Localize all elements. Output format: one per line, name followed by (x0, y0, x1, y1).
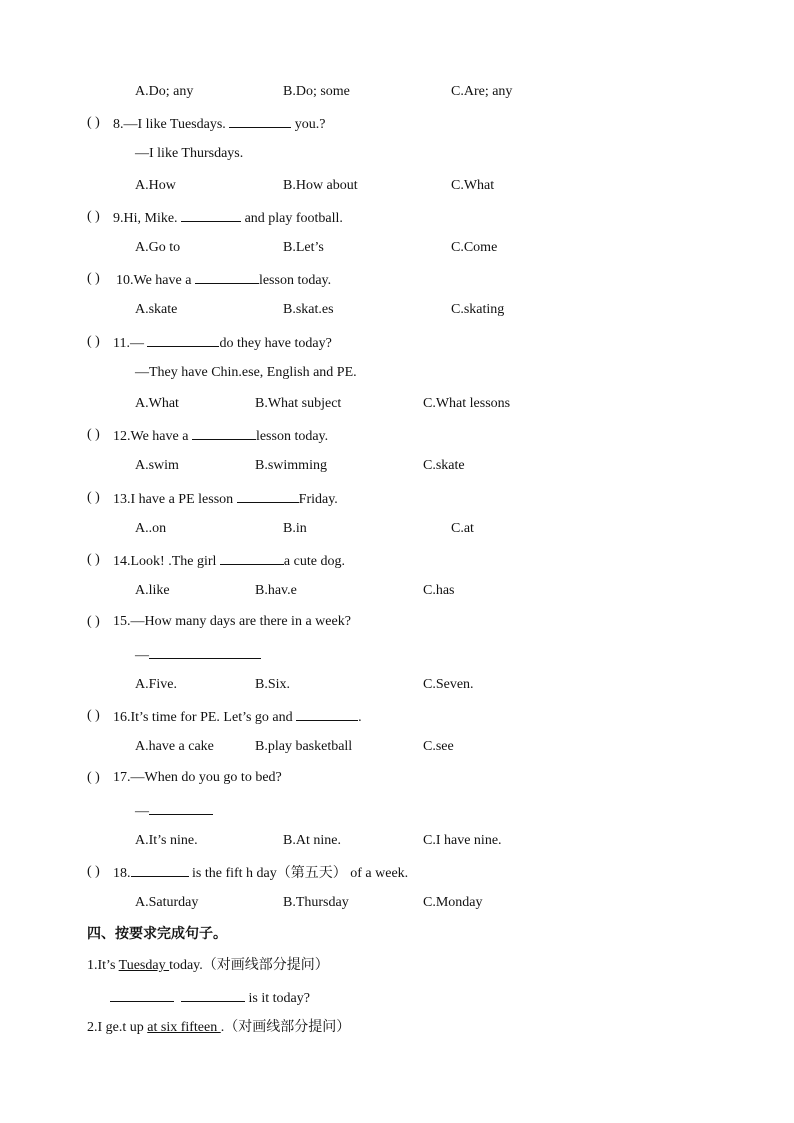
question-number: 11. (113, 336, 130, 351)
question-post: . (358, 710, 362, 725)
answer-paren[interactable]: ( ) (87, 271, 100, 286)
q18-option-c[interactable]: C.Monday (423, 895, 483, 910)
question-pre: Look! .The girl (130, 554, 220, 569)
answer-line (110, 987, 310, 1009)
q17-option-c[interactable]: C.I have nine. (423, 833, 502, 848)
question-pre: I have a PE lesson (130, 492, 237, 507)
question-number: 16. (113, 710, 131, 725)
q11-option-c[interactable]: C.What lessons (423, 396, 511, 411)
answer-paren[interactable]: ( ) (87, 490, 100, 505)
question-number: 17. (113, 770, 131, 785)
answer-paren[interactable]: ( ) (87, 614, 100, 629)
question-number: 12. (113, 429, 131, 444)
answer-blank[interactable] (110, 987, 174, 1002)
q17-option-b[interactable]: B.At nine. (283, 833, 341, 848)
question-text (113, 706, 362, 728)
sentence-pre: 1.It’s (87, 958, 119, 973)
question-body: —When do you go to bed? (130, 770, 282, 785)
q18-option-b[interactable]: B.Thursday (283, 895, 349, 910)
q8-option-b[interactable]: B.How about (283, 178, 358, 193)
question-number: 10. (116, 273, 134, 288)
q18-option-a[interactable]: A.Saturday (135, 895, 199, 910)
question-body: —How many days are there in a week? (130, 614, 351, 629)
answer-blank[interactable] (131, 862, 189, 877)
question-post: lesson today. (255, 429, 329, 444)
question-post: is the fift h day（第五天） of a week. (188, 866, 409, 881)
question-post: lesson today. (258, 273, 332, 288)
q13-option-b[interactable]: B.in (283, 521, 307, 536)
q15-option-b[interactable]: B.Six. (255, 677, 291, 692)
answer-paren[interactable]: ( ) (87, 708, 100, 723)
answer-blank[interactable] (149, 800, 213, 815)
q7-option-c[interactable]: C.Are; any (451, 84, 513, 99)
q16-option-c[interactable]: C.see (423, 739, 454, 754)
question-text (113, 488, 338, 510)
q15-option-c[interactable]: C.Seven. (423, 677, 474, 692)
sentence-pre: 2.I ge.t up (87, 1020, 148, 1035)
answer-blank[interactable] (192, 425, 256, 440)
sentence-tail: is it today? (245, 991, 310, 1006)
question-number: 15. (113, 614, 131, 629)
answer-paren[interactable]: ( ) (87, 209, 100, 224)
question-number: 13. (113, 492, 131, 507)
question-pre: We have a (130, 429, 192, 444)
q10-option-b[interactable]: B.skat.es (283, 302, 334, 317)
question-pre: We have a (133, 273, 195, 288)
q9-option-a[interactable]: A.Go to (135, 240, 181, 255)
q8-option-c[interactable]: C.What (451, 178, 495, 193)
dash: — (135, 648, 149, 663)
question-text (113, 113, 326, 135)
answer-paren[interactable]: ( ) (87, 864, 100, 879)
question-text (116, 269, 331, 291)
sentence-text (87, 956, 329, 976)
sentence-text (87, 1018, 350, 1038)
question-text (113, 612, 351, 632)
answer-line (135, 800, 213, 822)
q8-option-a[interactable]: A.How (135, 178, 176, 193)
q15-option-a[interactable]: A.Five. (135, 677, 177, 692)
question-number: 18. (113, 866, 131, 881)
q16-option-a[interactable]: A.have a cake (135, 739, 214, 754)
q11-option-b[interactable]: B.What subject (255, 396, 342, 411)
section-title: 四、按要求完成句子。 (87, 926, 227, 942)
question-pre: —I like Tuesdays. (123, 117, 230, 132)
question-number: 9. (113, 211, 124, 226)
question-post: do they have today? (219, 336, 332, 351)
question-text (113, 862, 408, 884)
q11-option-a[interactable]: A.What (135, 396, 179, 411)
answer-paren[interactable]: ( ) (87, 334, 100, 349)
answer-blank[interactable] (147, 332, 219, 347)
dash: — (135, 804, 149, 819)
q16-option-b[interactable]: B.play basketball (255, 739, 353, 754)
answer-blank[interactable] (195, 269, 259, 284)
q9-option-b[interactable]: B.Let’s (283, 240, 324, 255)
sentence-post: .（对画线部分提问） (220, 1020, 351, 1035)
question-text (113, 332, 332, 354)
sentence-post: today.（对画线部分提问） (169, 958, 329, 973)
answer-blank[interactable] (181, 207, 241, 222)
answer-blank[interactable] (220, 550, 284, 565)
answer-blank[interactable] (296, 706, 358, 721)
question-pre: — (129, 336, 148, 351)
question-pre: It’s time for PE. Let’s go and (130, 710, 297, 725)
answer-paren[interactable]: ( ) (87, 115, 100, 130)
q10-option-c[interactable]: C.skating (451, 302, 505, 317)
q14-option-c[interactable]: C.has (423, 583, 455, 598)
q14-option-b[interactable]: B.hav.e (255, 583, 297, 598)
answer-paren[interactable]: ( ) (87, 427, 100, 442)
answer-line (135, 644, 261, 666)
q13-option-c[interactable]: C.at (451, 521, 474, 536)
q9-option-c[interactable]: C.Come (451, 240, 498, 255)
question-text (113, 207, 343, 229)
reply-text: —I like Thursdays. (135, 146, 244, 161)
answer-paren[interactable]: ( ) (87, 770, 100, 785)
answer-blank[interactable] (237, 488, 299, 503)
q10-option-a[interactable]: A.skate (135, 302, 178, 317)
question-number: 14. (113, 554, 131, 569)
answer-blank[interactable] (181, 987, 245, 1002)
q13-option-a[interactable]: A..on (135, 521, 167, 536)
underlined-phrase: at six fifteen (147, 1020, 221, 1035)
question-post: you.? (291, 117, 326, 132)
question-text (113, 550, 345, 572)
question-number: 8. (113, 117, 124, 132)
question-post: a cute dog. (283, 554, 345, 569)
q12-option-b[interactable]: B.swimming (255, 458, 327, 473)
question-text (113, 768, 282, 788)
question-post: Friday. (298, 492, 338, 507)
reply-text: —They have Chin.ese, English and PE. (135, 365, 357, 380)
question-pre: Hi, Mike. (123, 211, 182, 226)
q12-option-a[interactable]: A.swim (135, 458, 179, 473)
underlined-phrase: Tuesday (118, 958, 170, 973)
q17-option-a[interactable]: A.It’s nine. (135, 833, 198, 848)
q12-option-c[interactable]: C.skate (423, 458, 465, 473)
answer-blank[interactable] (149, 644, 261, 659)
answer-blank[interactable] (229, 113, 291, 128)
question-post: and play football. (241, 211, 343, 226)
q7-option-b[interactable]: B.Do; some (283, 84, 350, 99)
q14-option-a[interactable]: A.like (135, 583, 170, 598)
answer-paren[interactable]: ( ) (87, 552, 100, 567)
question-text (113, 425, 328, 447)
q7-option-a[interactable]: A.Do; any (135, 84, 194, 99)
